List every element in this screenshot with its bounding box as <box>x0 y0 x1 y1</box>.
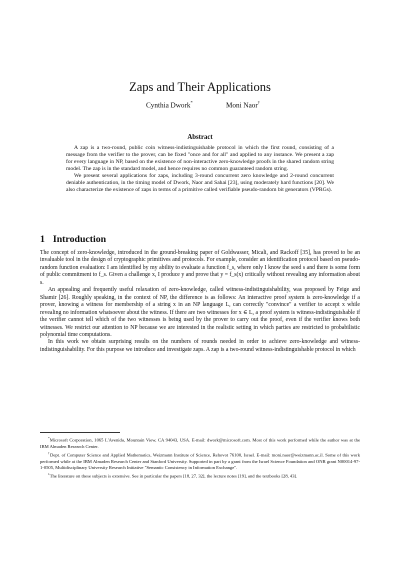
section-number: 1 <box>40 234 45 245</box>
abstract-paragraph: A zap is a two-round, public coin witness-indistinguishable protocol in which the first round, consisting of a message from the verifier to the prover, can be fixed "once and for all" and applied to any instance. We present a zap for every language in NP, based on the existence of non-interactive zero-knowledge proofs in the shared random string model. The zap is in the standard model, and hence requires no common guaranteed random string. <box>66 145 334 172</box>
footnotes <box>40 435 360 480</box>
paper-title: Zaps and Their Applications <box>129 80 271 94</box>
footnote-2 <box>40 450 360 471</box>
footnote-mark: † <box>48 451 51 456</box>
author-2 <box>226 100 260 109</box>
author-1 <box>146 100 193 109</box>
footnote-3 <box>40 471 360 480</box>
body-text <box>40 250 360 354</box>
section-title: Introduction <box>52 234 107 245</box>
author-2-footnote-mark: † <box>257 100 260 105</box>
abstract-heading: Abstract <box>187 134 213 141</box>
section-heading-introduction <box>40 234 106 245</box>
footnote-mark: * <box>48 436 50 440</box>
footnote-text: Microsoft Corporation, 1065 L'Avenida, Mountain View, CA 94043, USA. E-mail: dwork@microsoft.com. Most of this work performed while the author was at the IBM Almaden Research Center. <box>40 437 360 449</box>
author-1-name: Cynthia Dwork <box>146 101 191 110</box>
body-paragraph: An appealing and frequently useful relaxation of zero-knowledge, called witness-indistinguishability, was proposed by Feige and Shamir [26]. Roughly speaking, in the context of NP, the difference is as follows: An interactive proof system is zero-knowledge if a prover, knowing a witness for membership of a string x in an NP language L, can correctly "convince" a verifier to accept x while revealing no information whatsoever about the witness. If there are two witnesses for x ∈ L, a proof system is witness-indistinguishable if the verifier cannot tell which of the two witnesses is being used by the prover to carry out the proof, even if the verifier knows both witnesses. We restrict our attention to NP because we are interested in the realistic setting in which parties are restricted to probabilistic polynomial time computations. <box>40 287 360 338</box>
author-2-name: Moni Naor <box>226 101 258 110</box>
body-paragraph: In this work we obtain surprising results on the numbers of rounds needed in order to achieve zero-knowledge and witness-indistinguishability. For this purpose we introduce and investigate zaps. A zap is a two-round witness-indistinguishable protocol in which <box>40 339 360 353</box>
body-paragraph: The concept of zero-knowledge, introduced in the ground-breaking paper of Goldwasser, Micali, and Rackoff [35], has proved to be an invaluable tool in the design of cryptographic primitives and protocols. For example, consider an identification protocol based on pseudo-random function evaluation: I am identified by my ability to evaluate a function f_s, where only I know the seed s and there is some form of public commitment to f_s. Given a challenge x, I produce y and prove that y = f_s(x) critically without revealing any information about s. <box>40 250 360 286</box>
footnote-rule <box>40 432 120 433</box>
footnote-1 <box>40 435 360 450</box>
abstract-paragraph: We present several applications for zaps, including 3-round concurrent zero knowledge and 2-round concurrent deniable authentication, in the timing model of Dwork, Naor and Sahai [23], using moderately hard functions [20]. We also characterize the existence of zaps in terms of a primitive called verifiable pseudo-random bit generators (VPRGs). <box>66 173 334 193</box>
abstract-text <box>66 145 334 194</box>
footnote-text: The literature on these subjects is extensive. See in particular the papers [18, 27, 32], the lecture notes [19], and the textbooks [28, 43]. <box>49 473 298 479</box>
footnote-text: Dept. of Computer Science and Applied Mathematics, Weizmann Institute of Science, Rehovot 76100, Israel. E-mail: moni.naor@weizmann.ac.il. Some of this work performed while at the IBM Almaden Research Center and Stanford University. Supported in part by a grant from the Israel Science Foundation and ONR grant N00014-97-1-0505, Multidisciplinary University Research Initiative "Semantic Consistency in Information Exchange". <box>40 452 361 470</box>
footnote-mark: 1 <box>48 472 50 477</box>
author-1-footnote-mark: * <box>190 100 193 105</box>
